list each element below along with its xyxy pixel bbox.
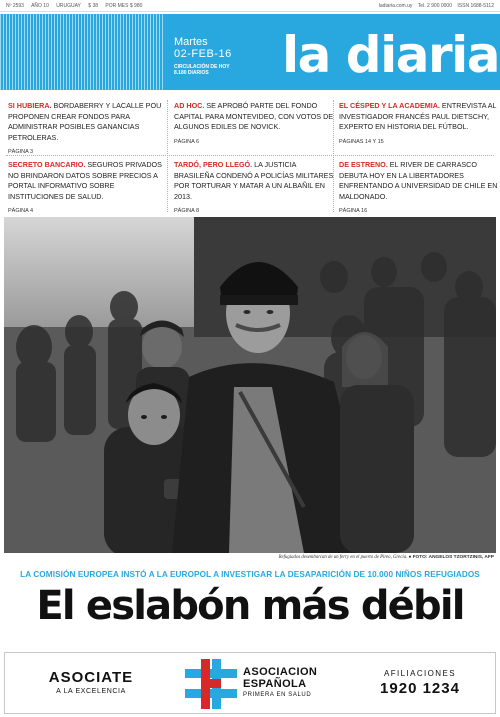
subscription-price: POR MES $ 980 <box>105 2 143 9</box>
teaser-kicker: AD HOC. <box>174 101 207 110</box>
teaser-item[interactable] <box>8 101 168 158</box>
ad-slogan-main: ASOCIATE <box>48 669 134 686</box>
teaser-page: PÁGINA 6 <box>174 138 200 145</box>
issue-year: AÑO 10 <box>31 2 49 9</box>
teaser-kicker: SI HUBIERA. <box>8 101 54 110</box>
teaser-body: SEGUROS PRIVADOS NO BRINDARON DATOS SOBRE PRECIOS A PORTAL INFORMATIVO SOBRE INSTITUCIONES DE SALUD. <box>8 160 162 201</box>
column-divider <box>167 100 168 212</box>
column-divider <box>333 100 334 212</box>
teaser-page: PÁGINA 4 <box>8 208 34 214</box>
teaser-item[interactable] <box>8 160 168 217</box>
website-link[interactable]: ladiaria.com.uy <box>378 2 413 9</box>
teaser-page: PÁGINA 16 <box>339 208 368 214</box>
ad-brand-line2: ESPAÑOLA <box>243 678 307 690</box>
contact-info <box>375 3 494 9</box>
ad-contact <box>355 669 485 697</box>
issue-info <box>6 3 148 9</box>
teaser-body: BORDABERRY Y LACALLE POU PROPONEN CREAR FONDOS PARA ADMINISTRAR POSIBLES GANANCIAS PETROLERAS. <box>8 101 162 142</box>
ad-contact-number: 1920 1234 <box>380 680 460 697</box>
teaser-page: PÁGINA 8 <box>174 208 200 214</box>
ad-brand-line1: ASOCIACION <box>243 666 318 678</box>
phone-number: Tel. 2 900 0000 <box>417 2 452 9</box>
photo-credit-icon: ● <box>408 555 413 560</box>
top-info-bar <box>0 0 500 12</box>
teaser-page: PÁGINA 3 <box>8 149 34 155</box>
teaser-item[interactable] <box>339 101 499 147</box>
teaser-body: LA JUSTICIA BRASILEÑA CONDENÓ A POLICÍAS MILITARES POR TORTURAR Y MATAR A UN ALBAÑIL EN 2013. <box>174 160 334 201</box>
teaser-body: ENTREVISTA AL INVESTIGADOR FRANCÉS PAUL DIETSCHY, EXPERTO EN HISTORIA DEL FÚTBOL. <box>339 101 497 131</box>
photo-illustration <box>4 217 496 553</box>
date-block <box>174 36 232 76</box>
teaser-divider <box>6 155 494 156</box>
issue-price: $ 38 <box>88 2 99 9</box>
teaser-body: EL RIVER DE CARRASCO DEBUTA HOY EN LA LIBERTADORES ENFRENTANDO A UNIVERSIDAD DE CHILE EN MALDONADO. <box>339 160 498 201</box>
day-of-week: Martes <box>174 36 208 48</box>
ad-tagline: PRIMERA EN SALUD <box>243 692 312 698</box>
teaser-kicker: EL CÉSPED Y LA ACADEMIA. <box>339 101 442 110</box>
ad-slogan <box>35 669 147 695</box>
issn-number: ISSN 1688-5112 <box>457 2 494 9</box>
advertisement[interactable] <box>4 652 496 714</box>
issue-country: URUGUAY <box>56 2 81 9</box>
main-headline[interactable]: El eslabón más débil <box>36 583 464 629</box>
teaser-kicker: SECRETO BANCARIO. <box>8 160 88 169</box>
teaser-kicker: TARDÓ, PERO LLEGÓ. <box>174 160 255 169</box>
asociacion-espanola-logo-icon <box>185 659 237 709</box>
teaser-item[interactable] <box>174 101 334 147</box>
circulation-label: CIRCULACIÓN DE HOY <box>174 64 230 70</box>
photo-caption <box>279 555 494 560</box>
photo-credit: FOTO: ANGELOS TZORTZINIS, AFP <box>412 555 494 560</box>
masthead <box>0 14 500 90</box>
newspaper-logo[interactable]: la diaria <box>282 26 499 84</box>
teaser-page: PÁGINAS 14 Y 15 <box>339 138 384 145</box>
issue-date: 02-FEB-16 <box>174 48 232 60</box>
circulation-value: 8.180 DIARIOS <box>174 70 209 76</box>
ad-slogan-sub: A LA EXCELENCIA <box>56 688 126 695</box>
main-story-kicker: LA COMISIÓN EUROPEA INSTÓ A LA EUROPOL A INVESTIGAR LA DESAPARICIÓN DE 10.000 NIÑOS REFUGIADOS <box>20 570 480 579</box>
main-photo[interactable] <box>4 217 496 553</box>
ad-contact-label: AFILIACIONES <box>384 669 456 678</box>
teaser-item[interactable] <box>339 160 499 217</box>
teaser-item[interactable] <box>174 160 334 217</box>
teaser-body: SE APROBÓ PARTE DEL FONDO CAPITAL PARA MONTEVIDEO, CON VOTOS DE ALGUNOS EDILES DE NOVICK. <box>174 101 334 131</box>
ad-brand <box>243 666 317 698</box>
masthead-stripes <box>0 14 165 90</box>
caption-text: Refugiados desembarcan de un ferry en el puerto de Pireo, Grecia. <box>278 555 408 560</box>
issue-number: Nº 2593 <box>6 2 24 9</box>
teaser-kicker: DE ESTRENO. <box>339 160 390 169</box>
